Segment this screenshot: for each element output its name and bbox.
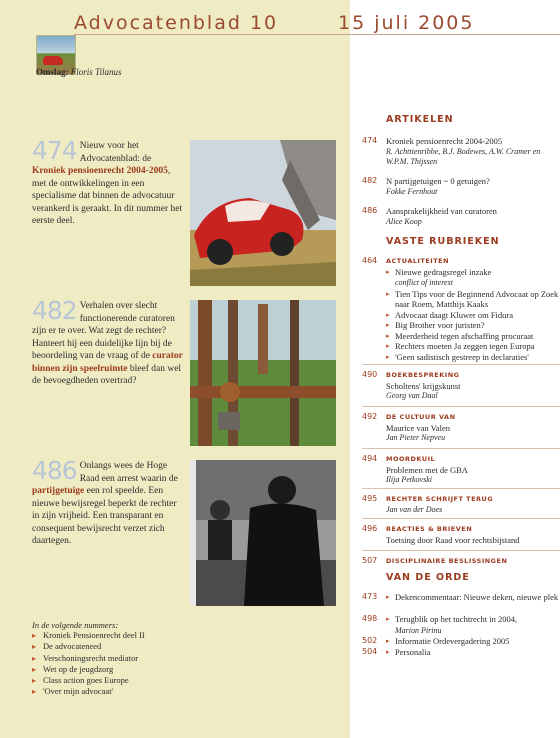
photo-courtroom	[190, 460, 336, 606]
list-item: ▸ Verschoningsrecht mediator	[32, 653, 145, 664]
feature-highlight: partijgetuige	[32, 486, 85, 496]
toc-heading-van-de-orde: VAN DE ORDE	[386, 572, 470, 583]
list-item: ▸ Advocaat daagt Kluwer om Fidura	[386, 310, 560, 321]
divider	[362, 406, 560, 407]
toc-entry-495[interactable]	[362, 494, 560, 515]
toc-section-label: RECHTER SCHRIJFT TERUG	[386, 495, 494, 503]
page-number: 498	[362, 614, 378, 623]
toc-title: N partijgetuigen ~ 0 getuigen?	[386, 176, 490, 186]
feature-text-post: een rol speelde. Een nieuwe bewijsregel beperkt de rechter in zijn vrijheid. Een transparant en consequent bewijsrecht verzet zich daartegen.	[32, 486, 177, 546]
divider	[362, 518, 560, 519]
feature-474[interactable]	[32, 136, 184, 228]
toc-entry-496[interactable]	[362, 524, 560, 545]
list-item: ▸ 'Over mijn advocaat'	[32, 686, 145, 697]
actualiteiten-list	[386, 267, 560, 363]
toc-heading-artikelen: ARTIKELEN	[386, 114, 454, 125]
list-item: ▸ Big Brother voor juristen?	[386, 320, 560, 331]
toc-entry-492[interactable]	[362, 412, 560, 444]
toc-title: Aansprakelijkheid van curatoren	[386, 206, 497, 216]
toc-title: Kroniek pensioenrecht 2004-2005	[386, 136, 503, 146]
toc-section-label: DISCIPLINAIRE BESLISSINGEN	[386, 557, 508, 565]
toc-section-label: BOEKBESPREKING	[386, 371, 460, 379]
feature-highlight: curator binnen zijn speelruimte	[32, 351, 183, 374]
toc-entry-498[interactable]	[362, 614, 560, 636]
divider	[362, 448, 560, 449]
list-item: ▸ 'Geen sadistisch gestreep in declaraties'	[386, 352, 560, 363]
toc-authors: Fokke Fernhout	[386, 186, 438, 196]
list-item: ▸ Class action goes Europe	[32, 675, 145, 686]
list-item: ▸ Wet op de jeugdzorg	[32, 664, 145, 675]
list-item: ▸ Rechters moeten Ja zeggen tegen Europa	[386, 341, 560, 352]
next-issues-title: In de volgende nummers:	[32, 620, 119, 630]
cover-credit	[36, 67, 122, 77]
toc-authors: Jan Pieter Nepveu	[386, 433, 446, 442]
page-number: 464	[362, 256, 378, 265]
cover-car-image	[43, 56, 63, 65]
toc-authors: Ilija Petkovski	[386, 475, 432, 484]
photo-red-car	[190, 140, 336, 286]
divider	[362, 364, 560, 365]
list-item: ▸ De advocateneed	[32, 641, 145, 652]
page-number: 504	[362, 647, 378, 656]
page-number: 492	[362, 412, 378, 421]
page-number: 482	[362, 176, 378, 185]
list-item-sub: Marion Pirinu	[395, 625, 442, 635]
list-item-sub: conflict of interest	[395, 278, 453, 287]
list-item: ▸ Informatie Ordevergadering 2005	[386, 636, 560, 647]
list-item: ▸ Meerderheid tegen afschaffing procuraat	[386, 331, 560, 342]
toc-entry-502[interactable]	[362, 636, 560, 647]
list-item: ▸ Kroniek Pensioenrecht deel II	[32, 630, 145, 641]
list-item-text: Terugblik op het tuchtrecht in 2004,	[395, 614, 518, 624]
page-number: 495	[362, 494, 378, 503]
list-item	[386, 267, 560, 289]
magazine-title: Advocatenblad 10	[74, 12, 279, 34]
toc-entry-504[interactable]	[362, 647, 560, 658]
cover-credit-label: Omslag:	[36, 67, 69, 77]
feature-482[interactable]	[32, 296, 184, 388]
toc-title: Scholtens' krijgskunst	[386, 380, 461, 391]
page-number: 486	[362, 206, 378, 215]
toc-section-label: MOORDKUIL	[386, 455, 436, 463]
feature-number: 486	[32, 456, 77, 485]
toc-authors: R. Achttienribbe, B.J. Bodewes, A.W. Cramer en W.P.M. Thijssen	[386, 146, 541, 166]
toc-authors: Alice Koop	[386, 216, 422, 226]
toc-section-label: REACTIES & BRIEVEN	[386, 525, 473, 533]
toc-entry-473[interactable]	[362, 592, 560, 603]
feature-highlight: Kroniek pensioenrecht 2004-2005	[32, 166, 168, 176]
list-item: ▸ Personalia	[386, 647, 560, 658]
feature-486[interactable]	[32, 456, 184, 548]
toc-title: Toetsing door Raad voor rechtsbijstand	[386, 534, 520, 545]
divider	[362, 488, 560, 489]
toc-entry-474[interactable]	[362, 136, 560, 168]
page-number: 490	[362, 370, 378, 379]
feature-text-pre: Onlangs wees de Hoge Raad een arrest waarin de	[79, 461, 178, 484]
page-number: 496	[362, 524, 378, 533]
toc-entry-actualiteiten[interactable]	[362, 256, 560, 362]
photo-rusty-gate	[190, 300, 336, 446]
feature-number: 482	[32, 296, 77, 325]
page-number: 494	[362, 454, 378, 463]
next-issues-list	[32, 630, 145, 698]
toc-entry-486[interactable]	[362, 206, 560, 227]
toc-section-label: DE CULTUUR VAN	[386, 413, 456, 421]
page-number: 502	[362, 636, 378, 645]
toc-entry-507[interactable]	[362, 556, 560, 567]
toc-heading-vaste-rubrieken: VASTE RUBRIEKEN	[386, 236, 500, 247]
list-item	[386, 614, 560, 636]
toc-title: Maurice van Valen	[386, 422, 451, 433]
feature-text-post: , met de ontwikkelingen in een specialisme dat binnen de advocatuur verankerd is geraakt. In dit nummer het eerste deel.	[32, 166, 183, 226]
toc-title: Problemen met de GBA	[386, 464, 468, 475]
toc-section-label: ACTUALITEITEN	[386, 257, 450, 265]
list-item-text: Nieuwe gedragsregel inzake	[395, 266, 492, 277]
toc-authors: Jan van der Does	[386, 504, 443, 514]
list-item: ▸ Tien Tips voor de Beginnend Advocaat op Zoek naar Roem, Matthijs Kaaks	[386, 289, 560, 310]
toc-entry-482[interactable]	[362, 176, 560, 197]
toc-entry-490[interactable]	[362, 370, 560, 402]
toc-authors: Georg van Daal	[386, 391, 438, 400]
toc-entry-494[interactable]	[362, 454, 560, 486]
header-rule	[74, 34, 560, 35]
page-number: 474	[362, 136, 378, 145]
divider	[362, 550, 560, 551]
page-number: 507	[362, 556, 378, 565]
feature-text-post: bleef dan wel de bevoegdheden overtrad?	[32, 363, 182, 386]
cover-artist: Floris Tilanus	[70, 67, 122, 77]
issue-date: 15 juli 2005	[338, 12, 475, 34]
list-item: ▸ Dekencommentaar: Nieuwe deken, nieuwe plek	[386, 592, 560, 603]
feature-number: 474	[32, 136, 77, 165]
feature-text-pre: Nieuw voor het Advocatenblad: de	[79, 141, 152, 164]
page-number: 473	[362, 592, 378, 601]
feature-text-pre: Verhalen over slecht functionerende curatoren zijn er te over. Wat zegt de rechter? Hanteert hij een duidelijke lijn bij de beoordeling van de vraag of de	[32, 301, 175, 361]
